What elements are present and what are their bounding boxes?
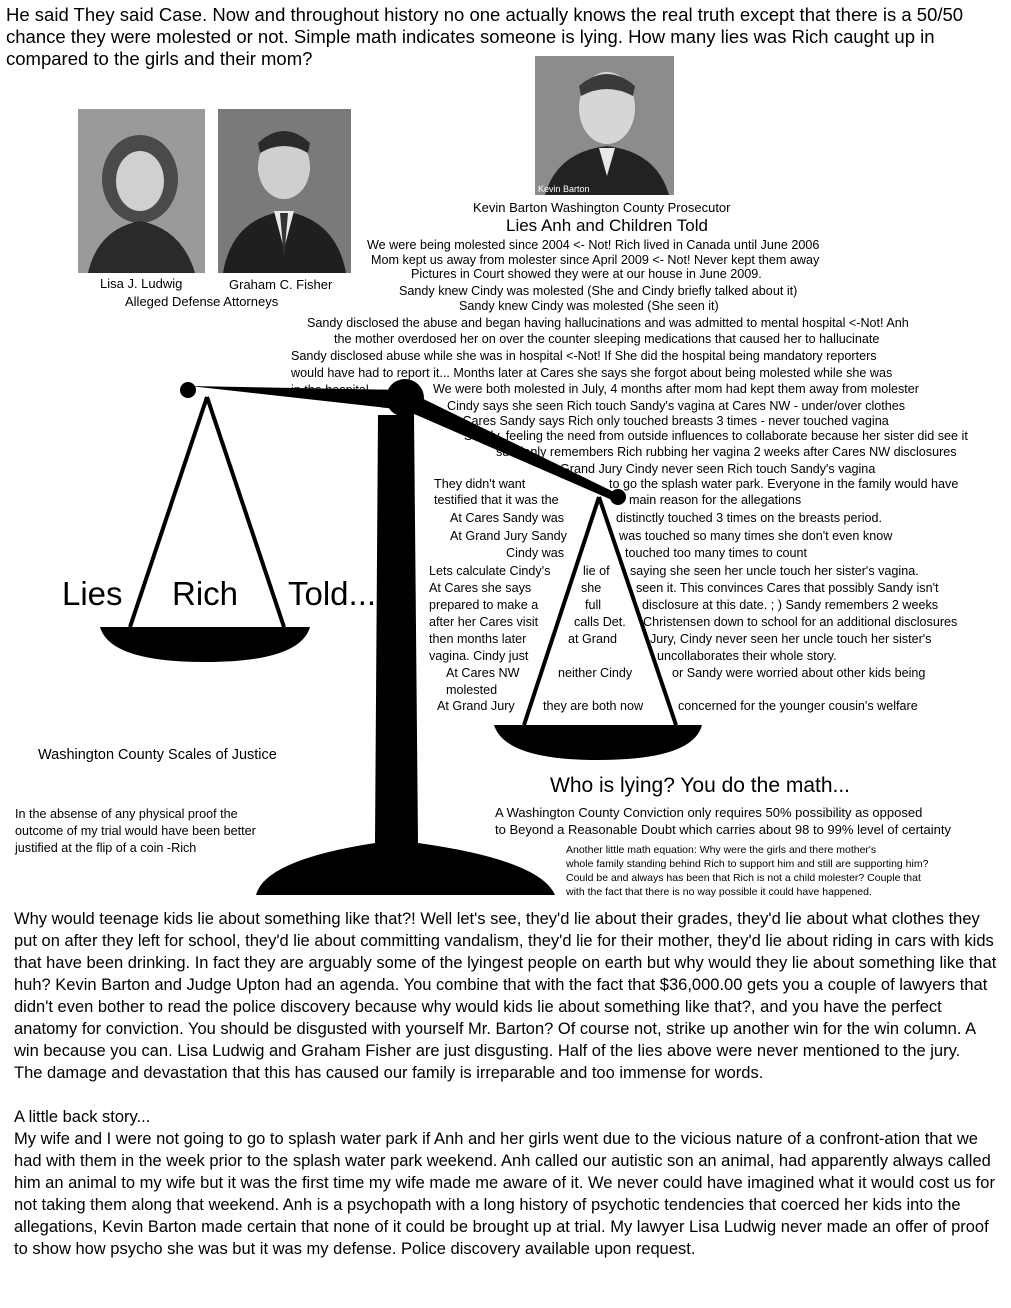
scale-text: calls Det. [574, 615, 626, 629]
scale-text: then months later [429, 632, 527, 646]
coin-quote-line: outcome of my trial would have been better [15, 824, 256, 838]
body-paragraph-3: My wife and I were not going to go to splash water park if Anh and her girls went due to the vicious nature of a confront-ation that we had with them in the week prior to the splash water park weekend. Anh called our autistic son an animal, had apparently always called him an animal to my wife but it was the first time my wife made me aware of it. We never could have imagined what it would cost us for not taking them along that weekend. Anh is a psychopath with a long history of psychotic tendencies that coerced her kids into the allegations, Kevin Barton made certain that none of it could be brought up at trial. My lawyer Lisa Ludwig never made an offer of proof to show how psycho she was but it was my defense. Police discovery available upon request. [14, 1130, 995, 1258]
lie-line: Sandy knew Cindy was molested (She seen it) [459, 299, 719, 313]
backstory-title: A little back story... [14, 1108, 151, 1126]
fisher-name: Graham C. Fisher [229, 277, 333, 292]
scale-text: after her Cares visit [429, 615, 539, 629]
ludwig-name: Lisa J. Ludwig [100, 276, 183, 291]
math-equation-line: Another little math equation: Why were the girls and there mother's [566, 844, 877, 856]
lie-line: the mother overdosed her on over the counter sleeping medications that caused her to hallucinate [334, 332, 880, 346]
lie-line: Sandy, feeling the need from outside influences to collaborate because her sister did see it [464, 429, 968, 443]
scale-text: lie of [583, 564, 610, 578]
coin-quote-line: justified at the flip of a coin -Rich [15, 841, 197, 855]
left-pan-word-told: Told... [288, 575, 377, 612]
lie-line: At Cares Sandy says Rich only touched breasts 3 times - never touched vagina [447, 414, 889, 428]
body-paragraph-1: Why would teenage kids lie about something like that?! Well let's see, they'd lie about their grades, they'd lie about what clothes they put on after they left for school, they'd lie about committing vandalism, they'd lie for their mother, they'd lie about riding in cars with kids that have been drinking. In fact they are arguably some of the lyingest people on earth but why would they lie about something like that huh? Kevin Barton and Judge Upton had an agenda. You combine that with the fact that $36,000.00 gets you a couple of lawyers that didn't even bother to read the police discovery because why would kids lie about something like that?, and you have the perfect anatomy for conviction. You should be disgusted with yourself Mr. Barton? Of course not, strike up another win for the win column. A win because you can. Lisa Ludwig and Graham Fisher are just disgusting. Half of the lies above were never mentioned to the jury. [14, 910, 997, 1060]
lies-title: Lies Anh and Children Told [506, 216, 708, 235]
scale-text: distinctly touched 3 times on the breasts period. [616, 511, 883, 525]
scale-text: to go the splash water park. Everyone in the family would have [609, 477, 959, 491]
lie-line: suddenly remembers Rich rubbing her vagina 2 weeks after Cares NW disclosures [496, 445, 957, 459]
scale-text: At Cares she says [429, 581, 532, 595]
scale-text: They didn't want [434, 477, 526, 491]
lie-line: Sandy knew Cindy was molested (She and Cindy briefly talked about it) [399, 284, 798, 298]
scale-text: disclosure at this date. ; ) Sandy remembers 2 weeks [642, 598, 939, 612]
coin-quote-line: In the absense of any physical proof the [15, 807, 238, 821]
lie-line: We were both molested in July, 4 months after mom had kept them away from molester [433, 382, 919, 396]
scale-text: At Grand Jury [437, 699, 515, 713]
conviction-line: A Washington County Conviction only requires 50% possibility as opposed [495, 805, 923, 820]
scale-text: At Cares Sandy was [450, 511, 565, 525]
attorneys-caption: Alleged Defense Attorneys [125, 294, 279, 309]
scale-text: touched too many times to count [625, 546, 808, 560]
scale-text: Cindy was [506, 546, 565, 560]
prosecutor-caption: Kevin Barton Washington County Prosecutor [473, 200, 731, 215]
left-pan-word-rich: Rich [172, 575, 239, 612]
scale-text: concerned for the younger cousin's welfare [678, 699, 918, 713]
intro-paragraph: He said They said Case. Now and throughout history no one actually knows the real truth except that there is a 50/50 chance they were molested or not. Simple math indicates someone is lying. How many lies was Rich caught up in compared to the girls and their mom? [6, 4, 964, 69]
lie-line: in the hospital [291, 383, 369, 397]
body-paragraph-2: The damage and devastation that this has caused our family is irreparable and too immense for words. [14, 1064, 764, 1082]
scale-text: they are both now [543, 699, 644, 713]
scales-caption: Washington County Scales of Justice [38, 747, 277, 763]
scale-text: was touched so many times she don't even know [619, 529, 893, 543]
scale-text: full [585, 598, 602, 612]
lie-line: Sandy disclosed abuse while she was in hospital <-Not! If She did the hospital being mandatory reporters [291, 349, 877, 363]
lie-line: Pictures in Court showed they were at our house in June 2009. [411, 267, 762, 281]
lie-line: We were being molested since 2004 <- Not! Rich lived in Canada until June 2006 [367, 238, 820, 252]
lie-line: Sandy disclosed the abuse and began having hallucinations and was admitted to mental hospital <-Not! Anh [307, 316, 909, 330]
scale-text: At Grand Jury Sandy [450, 529, 567, 543]
barton-photo-label: Kevin Barton [538, 184, 590, 194]
who-lying-heading: Who is lying? You do the math... [550, 774, 851, 797]
scale-text: uncollaborates their whole story. [657, 649, 837, 663]
scale-text: saying she seen her uncle touch her sister's vagina. [630, 564, 919, 578]
body-text [14, 908, 1004, 1260]
conviction-line: to Beyond a Reasonable Doubt which carries about 98 to 99% level of certainty [495, 822, 951, 837]
scale-text: she [581, 581, 602, 595]
lie-line: would have had to report it... Months later at Cares she says she forgot about being molested while she was [291, 366, 893, 380]
scale-text: or Sandy were worried about other kids being [672, 666, 926, 680]
scale-text: molested [446, 683, 498, 697]
scale-text: testified that it was the [434, 493, 559, 507]
left-pan-word-lies: Lies [62, 575, 123, 612]
lie-line: Cindy says she seen Rich touch Sandy's vagina at Cares NW - under/over clothes [447, 399, 906, 413]
scale-text: seen it. This convinces Cares that possibly Sandy isn't [636, 581, 939, 595]
scale-text: Christensen down to school for an additional disclosures [643, 615, 958, 629]
scale-text: Lets calculate Cindy's [429, 564, 551, 578]
scale-text: at Grand [568, 632, 618, 646]
math-equation-line: with the fact that there is no way possible it could have happened. [566, 886, 872, 898]
scale-text: neither Cindy [558, 666, 633, 680]
lie-line: Mom kept us away from molester since April 2009 <- Not! Never kept them away [371, 253, 820, 267]
math-equation-line: Could be and always has been that Rich is not a child molester? Couple that [566, 872, 921, 884]
scale-text: At Cares NW [446, 666, 520, 680]
scale-text: vagina. Cindy just [429, 649, 529, 663]
scale-text: Jury, Cindy never seen her uncle touch her sister's [650, 632, 932, 646]
math-equation-line: whole family standing behind Rich to support him and still are supporting him? [566, 858, 929, 870]
scale-text: prepared to make a [429, 598, 539, 612]
scale-text: main reason for the allegations [629, 493, 802, 507]
lie-line: Grand Jury Cindy never seen Rich touch Sandy's vagina [560, 462, 876, 476]
